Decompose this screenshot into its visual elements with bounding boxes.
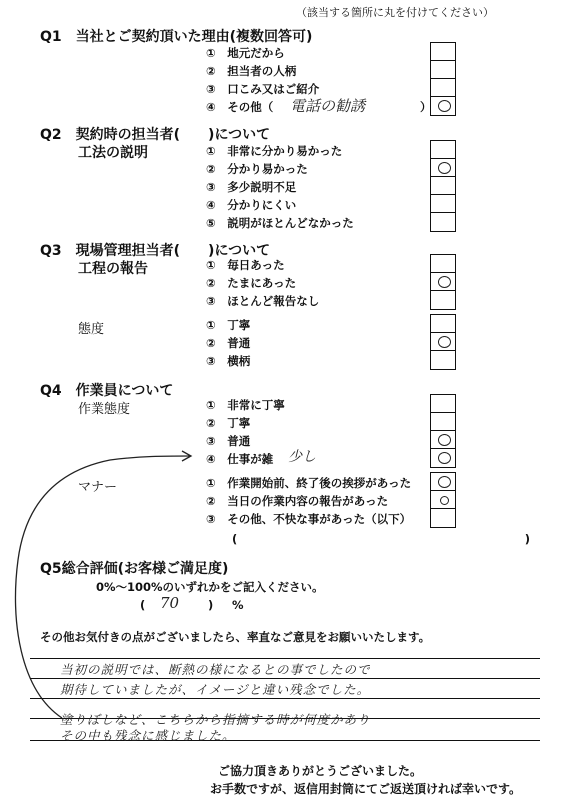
q3-attitude-option-3: ③ 横柄 [206,354,251,368]
q1-option-3: ③ 口こみ又はご紹介 [206,82,320,96]
q3-option-2: ② たまにあった [206,276,297,290]
q2-option-4: ④ 分かりにくい [206,198,297,212]
q5-score-value[interactable]: 70 [160,594,180,612]
q4-manner-option-3: ③ その他、不快な事があった（以下） [206,512,412,526]
q4-subtitle: 作業態度 [78,402,131,417]
comment-line-3: 塗りぼしなど、こちらから指摘する時が何度かあり [60,712,371,727]
comment-line-2: 期待していましたが、イメージと違い残念でした。 [60,682,371,697]
q1-other-close: ） [420,100,432,114]
footer-thanks: ご協力頂きありがとうございました。 [218,764,423,778]
q1-title: Q1 当社とご契約頂いた理由(複数回答可) [40,29,313,45]
comments-prompt: その他お気付きの点がございましたら、率直なご意見をお願いいたします。 [40,630,431,644]
q4-title: Q4 作業員について [40,383,174,399]
q1-option-4: ④ その他（ [206,100,274,114]
q4-option-4: ④ 仕事が雑 [206,452,274,466]
comment-rule [30,698,540,699]
q3-option-3: ③ ほとんど報告なし [206,294,320,308]
q4-option-1: ① 非常に丁寧 [206,398,285,412]
q1-option-2: ② 担当者の人柄 [206,64,297,78]
comment-rule [30,678,540,679]
q4-manner-option-2: ② 当日の作業内容の報告があった [206,494,389,508]
q2-option-1: ① 非常に分かり易かった [206,144,343,158]
q4-manner-option-1: ① 作業開始前、終了後の挨拶があった [206,476,412,490]
q3-attitude-option-2: ② 普通 [206,336,251,350]
q3-subtitle: 工程の報告 [78,261,148,277]
instruction-text: （該当する箇所に丸を付けてください） [296,6,494,19]
comment-line-4: その中も残念に感じました。 [60,728,236,743]
q3-attitude-label: 態度 [78,322,105,337]
q3-option-1: ① 毎日あった [206,258,285,272]
q4-manner-label: マナー [78,480,118,495]
q1-option-1: ① 地元だから [206,46,285,60]
q4-manner-paren: ( ) [232,532,531,546]
q5-unit: % [232,598,244,612]
q5-title: Q5総合評価(お客様ご満足度) [40,561,229,577]
q2-option-5: ⑤ 説明がほとんどなかった [206,216,354,230]
q3-title: Q3 現場管理担当者( )について [40,243,271,259]
q4-option-2: ② 丁寧 [206,416,251,430]
footer-return-note: お手数ですが、返信用封筒にてご返送頂ければ幸いです。 [210,782,522,796]
q5-paren-close: ) [208,598,214,612]
q2-option-3: ③ 多少説明不足 [206,180,297,194]
q4-handwritten-note: 少し [288,449,316,465]
comment-line-1: 当初の説明では、断熱の様になるとの事でしたので [60,662,371,677]
q2-subtitle: 工法の説明 [78,145,148,161]
q1-other-handwritten: 電話の勧誘 [290,97,366,115]
q2-option-2: ② 分かり易かった [206,162,308,176]
q4-option-3: ③ 普通 [206,434,251,448]
comment-rule [30,658,540,659]
q2-title: Q2 契約時の担当者( )について [40,127,271,143]
q5-instruction: 0%～100%のいずれかをご記入ください。 [96,580,324,594]
q3-attitude-option-1: ① 丁寧 [206,318,251,332]
q5-paren-open: ( [140,598,146,612]
